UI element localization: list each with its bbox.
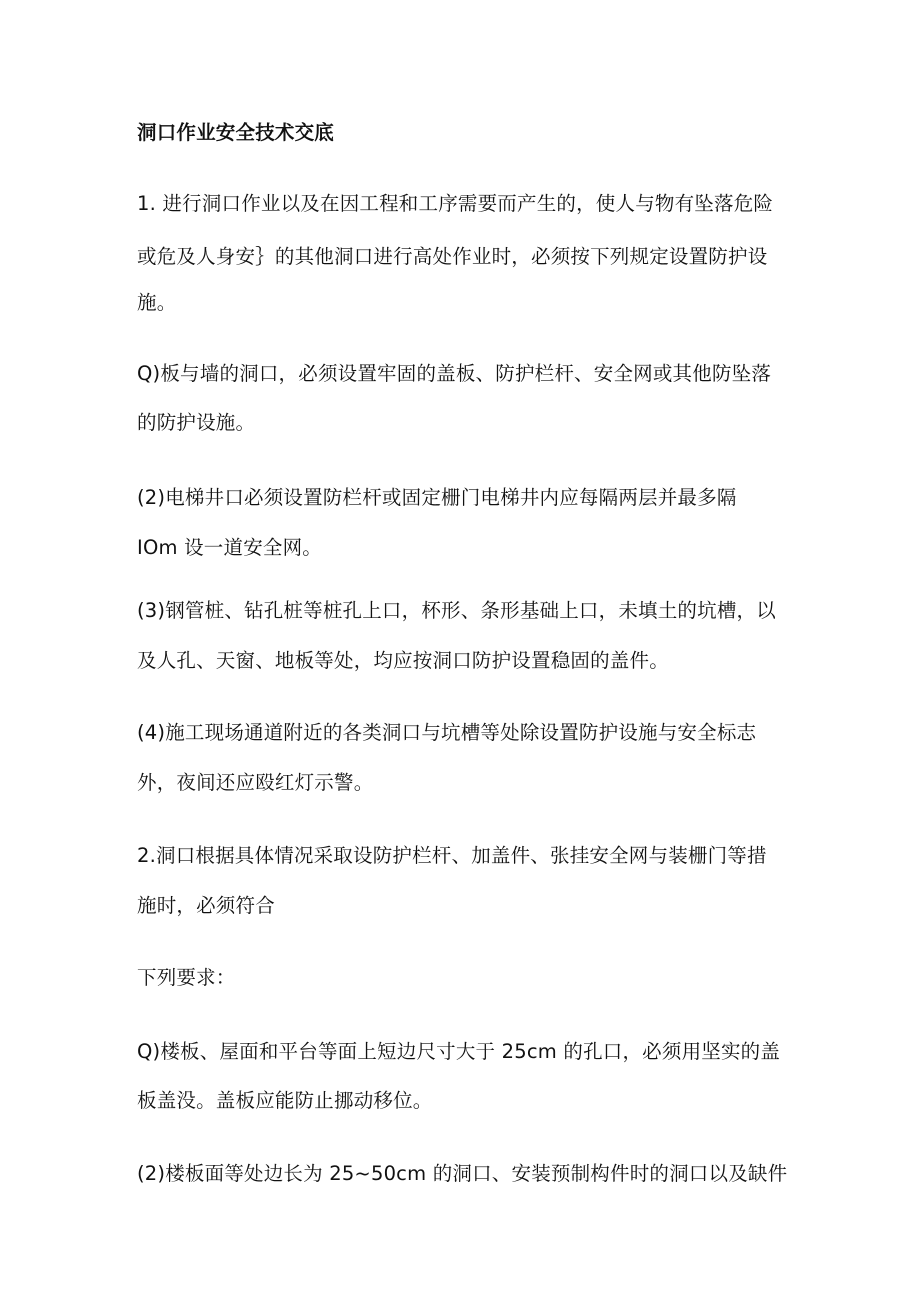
text-line: 的防护设施。	[137, 411, 256, 434]
text-line: 及人孔、天窗、地板等处，均应按洞口防护设置稳固的盖件。	[137, 649, 669, 672]
text-line: IOm 设一道安全网。	[137, 536, 322, 559]
document-title: 洞口作业安全技术交底	[137, 121, 335, 144]
text-line: Q)楼板、屋面和平台等面上短边尺寸大于 25cm 的孔口，必须用坚实的盖	[137, 1040, 781, 1063]
text-line: (4)施工现场通道附近的各类洞口与坑槽等处除设置防护设施与安全标志	[137, 721, 757, 744]
text-line: 施。	[137, 291, 177, 314]
text-line: 板盖没。盖板应能防止挪动移位。	[137, 1089, 433, 1112]
text-line: 下列要求：	[137, 966, 236, 989]
text-line: 1. 进行洞口作业以及在因工程和工序需要而产生的，使人与物有坠落危险	[137, 192, 774, 215]
text-line: (3)钢管桩、钻孔桩等桩孔上口，杯形、条形基础上口，未填土的坑槽，以	[137, 599, 776, 622]
text-line: (2)电梯井口必须设置防栏杆或固定栅门电梯井内应每隔两层并最多隔	[137, 486, 737, 509]
text-line: 或危及人身安｝的其他洞口进行高处作业时，必须按下列规定设置防护设	[137, 245, 768, 268]
text-line: 外，夜间还应殴红灯示警。	[137, 771, 374, 794]
text-line: Q)板与墙的洞口，必须设置牢固的盖板、防护栏杆、安全网或其他防坠落	[137, 362, 772, 385]
text-line: 2.洞口根据具体情况采取设防护栏杆、加盖件、张挂安全网与装栅门等措	[137, 844, 767, 867]
text-line: 施时，必须符合	[137, 894, 275, 917]
text-line: (2)楼板面等处边长为 25~50cm 的洞口、安装预制构件时的洞口以及缺件	[137, 1162, 788, 1185]
